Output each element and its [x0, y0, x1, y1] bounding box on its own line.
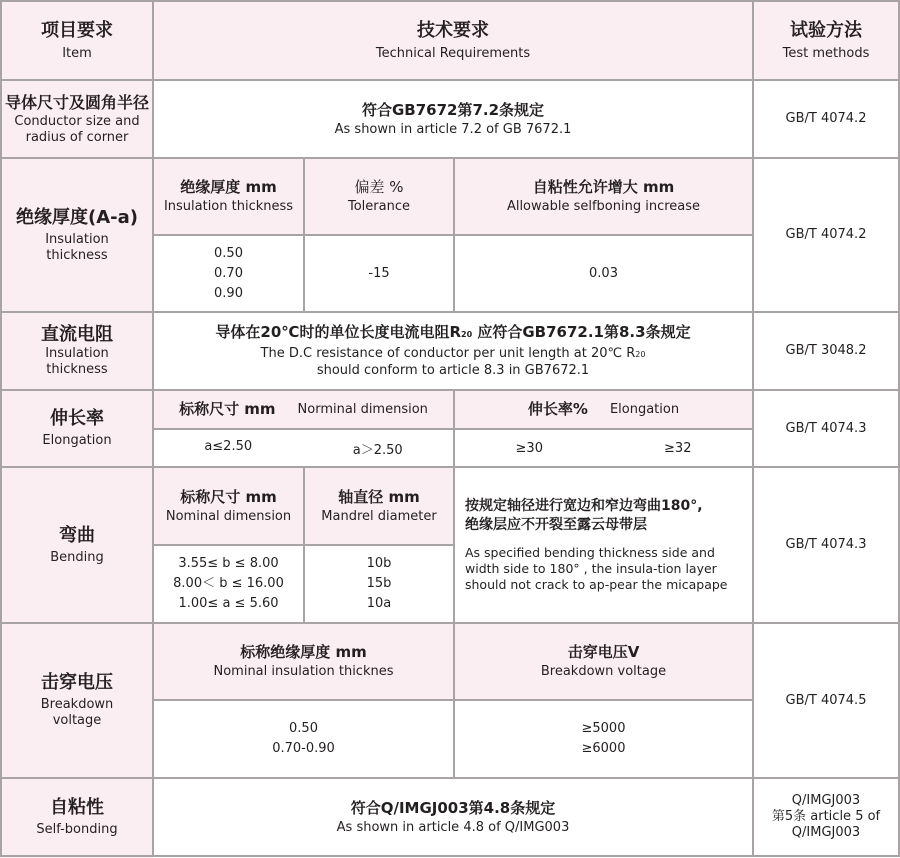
- bending-h1-zh: 标称尺寸 mm: [180, 487, 277, 506]
- bending-desc-en3: should not crack to ap-pear the micapape: [465, 577, 728, 592]
- selfbond-test-line2: 第5条 article 5 of: [771, 809, 881, 824]
- resistance-test: [754, 313, 898, 389]
- resistance-req-en2: should conform to article 8.3 in GB7672.1: [316, 363, 590, 378]
- resistance-item-en1: Insulation: [45, 346, 109, 361]
- bending-mandrel-value: 15b: [366, 576, 392, 591]
- selfbond-item-en: Self-bonding: [36, 821, 118, 837]
- header-technical-en: Technical Requirements: [375, 45, 531, 61]
- bending-desc-en1: As specified bending thickness side and: [465, 545, 715, 560]
- conductor-item-en1: Conductor size and: [14, 114, 140, 129]
- breakdown-voltage-values: [455, 701, 752, 777]
- breakdown-h1-en: Nominal insulation thicknes: [213, 664, 394, 679]
- conductor-item-en2: radius of corner: [25, 130, 129, 145]
- bending-dimension-value: 3.55≤ b ≤ 8.00: [178, 556, 279, 571]
- elongation-h2-en: Elongation: [609, 401, 680, 417]
- insulation-increase-text: 0.03: [589, 265, 618, 281]
- insulation-h1-zh: 绝缘厚度 mm: [180, 178, 277, 196]
- elongation-dimension-values: [154, 430, 453, 466]
- selfbond-test: [754, 779, 898, 855]
- insulation-thickness-value: 0.90: [214, 285, 243, 301]
- elongation-rate-values: [455, 430, 752, 466]
- breakdown-thickness-value: 0.50: [289, 721, 318, 736]
- insulation-h3-en: Allowable selfboning increase: [506, 199, 701, 214]
- insulation-item-en1: Insulation: [45, 231, 109, 247]
- bending-h2-zh: 轴直径 mm: [338, 487, 420, 506]
- bending-dimension-value: 8.00＜ b ≤ 16.00: [173, 576, 284, 591]
- resistance-req-en-sub: 20: [635, 350, 646, 359]
- elongation-test-method: GB/T 4074.3: [785, 420, 867, 436]
- elongation-dimension-value: a＞2.50: [352, 442, 403, 458]
- insulation-head-increase: [455, 159, 752, 234]
- elongation-item-en: Elongation: [42, 433, 112, 448]
- bending-h1-en: Nominal dimension: [165, 508, 292, 524]
- selfbond-item-zh: 自粘性: [50, 796, 104, 818]
- conductor-item-zh: 导体尺寸及圆角半径: [4, 93, 149, 112]
- selfbond-req-zh: 符合Q/IMGJ003第4.8条规定: [350, 798, 556, 817]
- insulation-h2-en: Tolerance: [348, 199, 410, 214]
- breakdown-item-en1: Breakdown: [40, 697, 114, 712]
- breakdown-test-method: GB/T 4074.5: [785, 692, 867, 708]
- resistance-test-method: GB/T 3048.2: [785, 343, 867, 358]
- resistance-requirement: [154, 313, 752, 389]
- breakdown-thickness-value: 0.70-0.90: [272, 741, 335, 756]
- insulation-item-en2: thickness: [46, 247, 108, 263]
- header-item-zh: 项目要求: [41, 19, 113, 41]
- breakdown-h2-en: Breakdown voltage: [540, 664, 667, 679]
- elongation-h2-zh: 伸长率%: [527, 400, 588, 418]
- bending-head-dimension: [154, 468, 303, 544]
- elongation-test: [754, 391, 898, 466]
- insulation-thickness-value: 0.50: [214, 245, 243, 261]
- elongation-dimension-value: a≤2.50: [204, 438, 253, 454]
- resistance-req-zh: [215, 323, 690, 344]
- resistance-item-zh: 直流电阻: [41, 324, 113, 345]
- header-technical-zh: 技术要求: [417, 19, 489, 41]
- elongation-head-dimension: [154, 391, 453, 428]
- breakdown-h1-zh: 标称绝缘厚度 mm: [240, 643, 367, 661]
- insulation-item: [2, 159, 152, 311]
- breakdown-head-voltage: [455, 624, 752, 699]
- header-test: [754, 2, 898, 79]
- bending-dimension-values: [154, 546, 303, 622]
- bending-head-mandrel: [305, 468, 453, 544]
- bending-desc-zh1: 按规定轴径进行宽边和窄边弯曲180°,: [465, 498, 703, 514]
- resistance-item-en2: thickness: [46, 362, 108, 377]
- insulation-thickness-value: 0.70: [214, 265, 243, 281]
- resistance-req-en-a: The D.C resistance of conductor per unit length at 20℃ R: [260, 346, 636, 361]
- elongation-head-rate: [455, 391, 752, 428]
- bending-desc-en2: width side to 180° , the insula-tion layer: [465, 561, 717, 576]
- breakdown-head-thickness: [154, 624, 453, 699]
- conductor-test-method: GB/T 4074.2: [785, 111, 867, 126]
- conductor-test: [754, 81, 898, 157]
- resistance-req-zh-a: 导体在20℃时的单位长度电流电阻R: [215, 323, 461, 341]
- bending-item: [2, 468, 152, 622]
- insulation-head-thickness: [154, 159, 303, 234]
- selfbond-test-line3: Q/IMGJ003: [791, 825, 861, 840]
- rule: [0, 855, 900, 857]
- selfbond-test-line1: Q/IMGJ003: [791, 793, 861, 808]
- elongation-rate-value: ≥30: [515, 440, 543, 456]
- elongation-h1-en: Norminal dimension: [297, 401, 428, 417]
- breakdown-test: [754, 624, 898, 777]
- breakdown-voltage-value: ≥6000: [581, 741, 626, 756]
- insulation-h3-zh: 自粘性允许增大 mm: [532, 178, 675, 196]
- header-technical: [154, 2, 752, 79]
- header-test-zh: 试验方法: [790, 19, 862, 41]
- breakdown-item-zh: 击穿电压: [41, 672, 113, 693]
- breakdown-item: [2, 624, 152, 777]
- header-item: [2, 2, 152, 79]
- resistance-item: [2, 313, 152, 389]
- header-test-en: Test methods: [782, 45, 870, 61]
- selfbond-requirement: [154, 779, 752, 855]
- bending-mandrel-values: [305, 546, 453, 622]
- insulation-h2-zh: 偏差 %: [354, 178, 404, 196]
- bending-desc-zh2: 绝缘层应不开裂至露云母带层: [465, 517, 647, 533]
- breakdown-item-en2: voltage: [52, 713, 102, 728]
- insulation-item-zh: 绝缘厚度(A-a): [15, 206, 138, 228]
- header-item-en: Item: [62, 45, 92, 61]
- insulation-increase-value: [455, 236, 752, 311]
- bending-description: [455, 468, 752, 622]
- conductor-item: [2, 81, 152, 157]
- bending-test-method: GB/T 4074.3: [785, 537, 867, 552]
- bending-item-en: Bending: [50, 549, 104, 565]
- bending-mandrel-value: 10a: [366, 596, 392, 611]
- insulation-thickness-values: [154, 236, 303, 311]
- bending-h2-en: Mandrel diameter: [321, 508, 437, 524]
- elongation-h1-zh: 标称尺寸 mm: [179, 400, 276, 418]
- elongation-item-zh: 伸长率: [50, 408, 104, 429]
- breakdown-thickness-values: [154, 701, 453, 777]
- resistance-req-en: [261, 346, 646, 363]
- bending-dimension-value: 1.00≤ a ≤ 5.60: [178, 596, 279, 611]
- insulation-head-tolerance: [305, 159, 453, 234]
- conductor-req-en: As shown in article 7.2 of GB 7672.1: [334, 121, 572, 137]
- selfbond-req-en: As shown in article 4.8 of Q/IMG003: [336, 819, 570, 835]
- bending-test: [754, 468, 898, 622]
- insulation-test-method: GB/T 4074.2: [785, 227, 867, 242]
- bending-item-zh: 弯曲: [59, 524, 95, 546]
- insulation-test: [754, 159, 898, 311]
- breakdown-h2-zh: 击穿电压V: [567, 643, 640, 661]
- breakdown-voltage-value: ≥5000: [581, 721, 626, 736]
- elongation-rate-value: ≥32: [664, 440, 692, 456]
- elongation-item: [2, 391, 152, 466]
- insulation-tolerance-value: [305, 236, 453, 311]
- insulation-h1-en: Insulation thickness: [163, 199, 294, 214]
- conductor-requirement: [154, 81, 752, 157]
- bending-mandrel-value: 10b: [366, 556, 392, 571]
- selfbond-item: [2, 779, 152, 855]
- conductor-req-zh: 符合GB7672第7.2条规定: [361, 100, 545, 119]
- resistance-req-zh-sub: 20: [461, 330, 473, 339]
- insulation-tolerance-text: -15: [368, 265, 390, 281]
- resistance-req-zh-b: 应符合GB7672.1第8.3条规定: [472, 323, 691, 341]
